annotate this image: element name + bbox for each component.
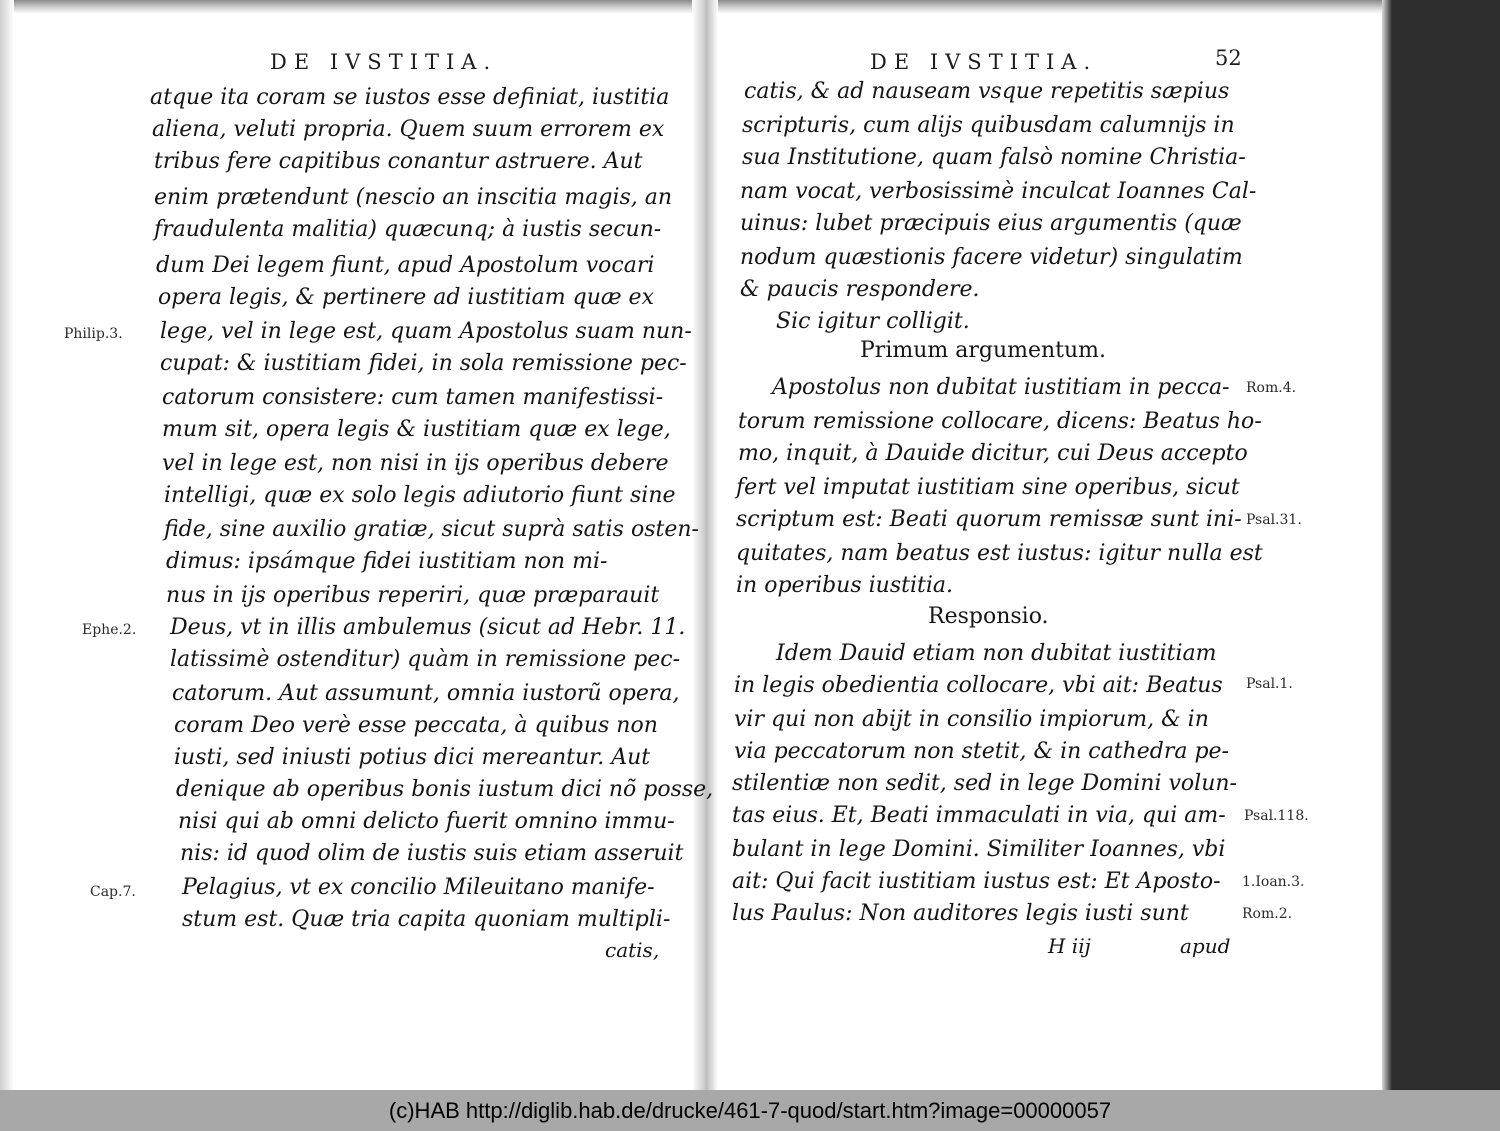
- text-line: iusti, sed iniusti potius dici mereantur. Aut: [174, 745, 651, 770]
- running-head: DE IVSTITIA.: [270, 50, 498, 74]
- text-line: fert vel imputat iustitiam sine operibus, sicut: [736, 475, 1240, 500]
- text-line: via peccatorum non stetit, & in cathedra pe-: [734, 739, 1229, 764]
- text-line: intelligi, quæ ex solo legis adiutorio fiunt sine: [164, 483, 676, 508]
- text-line: catorum. Aut assumunt, omnia iustorũ opera,: [172, 681, 680, 706]
- marginal-note: 1.Ioan.3.: [1242, 874, 1305, 890]
- book-gutter: [692, 0, 718, 1090]
- text-line: catis, & ad nauseam vsque repetitis sæpius: [744, 79, 1230, 104]
- text-line: dum Dei legem fiunt, apud Apostolum vocari: [156, 253, 655, 278]
- marginal-note: Cap.7.: [90, 884, 136, 900]
- text-line: tribus fere capitibus conantur astruere. Aut: [154, 149, 643, 174]
- text-line: nam vocat, verbosissimè inculcat Ioannes Cal-: [740, 179, 1257, 204]
- text-line: lus Paulus: Non auditores legis iusti sunt: [732, 901, 1189, 926]
- marginal-note: Psal.1.: [1246, 676, 1293, 692]
- text-line: coram Deo verè esse peccata, à quibus non: [174, 713, 658, 738]
- section-heading: Responsio.: [928, 604, 1049, 629]
- text-line: catorum consistere: cum tamen manifestissi-: [162, 385, 664, 410]
- text-line: sua Institutione, quam falsò nomine Christia-: [742, 145, 1246, 170]
- page-number: 52: [1215, 46, 1242, 70]
- text-line: vir qui non abijt in consilio impiorum, & in: [734, 707, 1209, 732]
- scan-dark-border: [1382, 0, 1500, 1090]
- text-line: fraudulenta malitia) quæcunq; à iustis secun-: [154, 217, 662, 242]
- text-line: cupat: & iustitiam fidei, in sola remissione pec-: [160, 351, 687, 376]
- text-line: Sic igitur colligit.: [776, 309, 970, 334]
- catchword: catis,: [605, 938, 660, 962]
- marginal-note: Ephe.2.: [82, 622, 137, 638]
- text-line: mum sit, opera legis & iustitiam quæ ex lege,: [162, 417, 671, 442]
- text-line: in legis obedientia collocare, vbi ait: Beatus: [734, 673, 1223, 698]
- footer-text: (c)HAB http://diglib.hab.de/drucke/461-7-quod/start.htm?image=00000057: [388, 1097, 1112, 1123]
- text-line: stilentiæ non sedit, sed in lege Domini volun-: [732, 771, 1237, 796]
- text-line: torum remissione collocare, dicens: Beatus ho-: [738, 409, 1262, 434]
- text-line: aliena, veluti propria. Quem suum errorem ex: [152, 117, 665, 142]
- text-line: tas eius. Et, Beati immaculati in via, qui am-: [732, 803, 1226, 828]
- text-line: nis: id quod olim de iustis suis etiam asseruit: [180, 841, 684, 866]
- text-line: mo, inquit, à Dauide dicitur, cui Deus accepto: [738, 441, 1248, 466]
- marginal-note: Rom.4.: [1246, 380, 1297, 396]
- text-line: fide, sine auxilio gratiæ, sicut suprà satis osten-: [164, 517, 699, 542]
- text-line: stum est. Quæ tria capita quoniam multipli-: [182, 907, 671, 932]
- text-line: nisi qui ab omni delicto fuerit omnino immu-: [178, 809, 675, 834]
- signature-mark: H iij: [1048, 934, 1091, 958]
- text-line: latissimè ostenditur) quàm in remissione pec-: [170, 647, 681, 672]
- running-head: DE IVSTITIA.: [870, 50, 1098, 74]
- text-line: Idem Dauid etiam non dubitat iustitiam: [776, 641, 1217, 666]
- marginal-note: Psal.31.: [1246, 512, 1302, 528]
- text-line: in operibus iustitia.: [736, 573, 953, 598]
- text-line: Pelagius, vt ex concilio Mileuitano manife-: [182, 875, 655, 900]
- text-line: nodum quæstionis facere videtur) singulatim: [740, 245, 1243, 270]
- text-line: quitates, nam beatus est iustus: igitur nulla est: [736, 541, 1263, 566]
- text-line: opera legis, & pertinere ad iustitiam quæ ex: [158, 285, 654, 310]
- marginal-note: Rom.2.: [1242, 906, 1293, 922]
- text-line: scriptum est: Beati quorum remissæ sunt ini-: [736, 507, 1242, 532]
- text-line: dimus: ipsámque fidei iustitiam non mi-: [166, 549, 608, 574]
- text-line: uinus: lubet præcipuis eius argumentis (quæ: [740, 211, 1242, 236]
- text-line: scripturis, cum alijs quibusdam calumnijs in: [742, 113, 1235, 138]
- text-line: lege, vel in lege est, quam Apostolus suam nun-: [160, 319, 692, 344]
- left-page: [0, 0, 714, 1090]
- text-line: ait: Qui facit iustitiam iustus est: Et Aposto-: [732, 869, 1221, 894]
- copyright-footer: [0, 1090, 1500, 1131]
- text-line: atque ita coram se iustos esse definiat, iustitia: [150, 85, 670, 110]
- text-line: Apostolus non dubitat iustitiam in pecca-: [772, 375, 1230, 400]
- section-heading: Primum argumentum.: [860, 338, 1107, 363]
- text-line: bulant in lege Domini. Similiter Ioannes, vbi: [732, 837, 1226, 862]
- text-line: denique ab operibus bonis iustum dici nõ posse,: [176, 777, 714, 802]
- marginal-note: Psal.118.: [1244, 808, 1309, 824]
- marginal-note: Philip.3.: [64, 326, 123, 342]
- text-line: Deus, vt in illis ambulemus (sicut ad Hebr. 11.: [170, 615, 686, 640]
- right-page: [718, 0, 1382, 1090]
- catchword: apud: [1180, 934, 1231, 958]
- text-line: & paucis respondere.: [740, 277, 980, 302]
- text-line: vel in lege est, non nisi in ijs operibus debere: [162, 451, 669, 476]
- text-line: nus in ijs operibus reperiri, quæ præparauit: [166, 583, 660, 608]
- text-line: enim prætendunt (nescio an inscitia magis, an: [154, 185, 673, 210]
